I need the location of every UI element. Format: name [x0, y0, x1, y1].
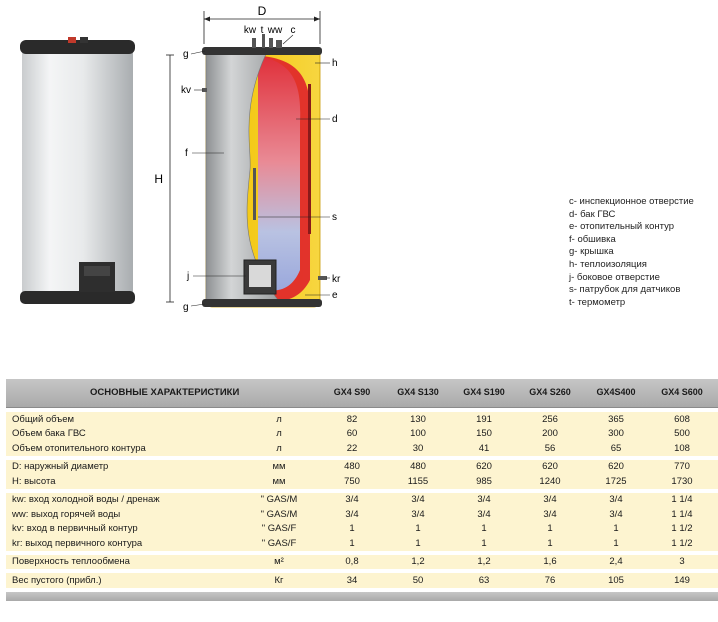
row-value: 3/4: [477, 508, 491, 520]
row-value: 63: [478, 574, 490, 586]
row-value: 3/4: [345, 508, 359, 520]
row-value: 22: [346, 442, 358, 454]
row-value: 1155: [407, 475, 429, 487]
table-row: [6, 412, 718, 427]
row-value: 41: [478, 442, 490, 454]
spec-table-title: ОСНОВНЫЕ ХАРАКТЕРИСТИКИ: [90, 387, 240, 398]
row-value: 65: [610, 442, 622, 454]
row-value: 3/4: [609, 494, 623, 505]
row-value: 1725: [605, 475, 627, 487]
row-value: 30: [412, 442, 424, 454]
row-unit: Кг: [274, 574, 284, 586]
table-row: [6, 522, 718, 537]
legend-item: s- патрубок для датчиков: [569, 284, 681, 296]
label-g-bottom: g: [183, 302, 189, 313]
spec-table: [6, 379, 718, 601]
row-value: 191: [476, 413, 492, 425]
row-value: 1: [613, 523, 619, 534]
label-d: d: [332, 114, 338, 125]
row-value: 1: [547, 537, 553, 549]
row-value: 3: [679, 556, 685, 567]
label-s: s: [332, 212, 337, 223]
row-value: 750: [344, 475, 360, 487]
row-value: 1 1/2: [671, 537, 693, 549]
model-header: GX4 S90: [333, 387, 371, 397]
row-value: 108: [674, 442, 690, 454]
legend-item: g- крышка: [569, 246, 614, 258]
legend-item: c- инспекционное отверстие: [569, 196, 694, 207]
row-value: 3/4: [411, 508, 425, 520]
row-value: 3/4: [477, 494, 491, 505]
row-value: 770: [674, 461, 690, 472]
row-label: D: наружный диаметр: [12, 461, 109, 472]
row-value: 105: [608, 574, 624, 586]
row-unit: л: [276, 413, 282, 425]
row-value: 149: [674, 574, 690, 586]
table-row: [6, 555, 718, 570]
spec-group: [6, 460, 718, 489]
row-value: 1,6: [543, 556, 557, 567]
row-value: 1 1/2: [671, 523, 693, 534]
cutaway-diagram: [154, 4, 341, 313]
model-header: GX4 S130: [397, 387, 439, 397]
row-value: 34: [346, 574, 358, 586]
row-unit: " GAS/M: [260, 508, 298, 520]
row-value: 1: [415, 537, 421, 549]
dim-h-label: H: [154, 172, 163, 186]
model-header: GX4 S190: [463, 387, 505, 397]
table-row: [6, 573, 718, 588]
row-unit: " GAS/M: [260, 494, 298, 505]
row-value: 1: [481, 523, 487, 534]
label-ww: ww: [267, 25, 283, 36]
diagram-legend: [569, 196, 694, 309]
row-value: 480: [344, 461, 360, 472]
row-value: 1: [349, 537, 355, 549]
row-unit: " GAS/F: [261, 523, 297, 534]
label-f: f: [185, 148, 188, 159]
row-value: 3/4: [609, 508, 623, 520]
row-value: 1 1/4: [671, 494, 693, 505]
model-header: GX4 S600: [661, 387, 703, 397]
row-value: 1 1/4: [671, 508, 693, 520]
table-row: [6, 427, 718, 442]
row-label: H: высота: [12, 475, 56, 487]
row-unit: " GAS/F: [261, 537, 297, 549]
row-value: 50: [412, 574, 424, 586]
row-unit: л: [276, 428, 282, 439]
row-value: 500: [674, 428, 690, 439]
spec-group: [6, 412, 718, 456]
label-kv: kv: [181, 85, 191, 96]
row-value: 3/4: [543, 494, 557, 505]
row-value: 1730: [671, 475, 693, 487]
row-value: 480: [410, 461, 426, 472]
row-value: 130: [410, 413, 426, 425]
label-h: h: [332, 58, 338, 69]
table-row: [6, 441, 718, 456]
row-value: 1: [415, 523, 421, 534]
spec-table-header: [6, 379, 718, 408]
row-value: 0,8: [345, 556, 359, 567]
row-unit: мм: [272, 475, 286, 487]
legend-item: d- бак ГВС: [569, 208, 616, 220]
row-value: 620: [476, 461, 492, 472]
label-j: j: [187, 271, 190, 282]
table-row: [6, 493, 718, 508]
row-label: Поверхность теплообмена: [12, 556, 130, 567]
label-kw: kw: [243, 25, 257, 36]
spec-group: [6, 573, 718, 588]
table-row: [6, 507, 718, 522]
row-value: 1: [349, 523, 355, 534]
row-unit: л: [276, 442, 282, 454]
row-label: kv: вход в первичный контур: [12, 523, 138, 534]
row-value: 620: [608, 461, 624, 472]
model-header: GX4 S260: [529, 387, 571, 397]
label-c: c: [290, 25, 296, 36]
row-value: 608: [674, 413, 690, 425]
row-value: 200: [542, 428, 558, 439]
row-label: Объем отопительного контура: [12, 442, 146, 454]
legend-item: e- отопительный контур: [569, 221, 675, 233]
row-label: Вес пустого (прибл.): [12, 574, 102, 586]
boiler-photo: [20, 37, 135, 304]
row-value: 365: [608, 413, 624, 425]
spec-table-body: [6, 412, 718, 588]
row-value: 620: [542, 461, 558, 472]
table-row: [6, 474, 718, 489]
row-label: Объем бака ГВС: [12, 428, 86, 439]
spec-group: [6, 493, 718, 551]
row-unit: мм: [272, 461, 286, 472]
label-kr: kr: [332, 274, 341, 285]
row-label: Общий объем: [12, 413, 75, 425]
row-value: 56: [544, 442, 556, 454]
row-value: 82: [346, 413, 358, 425]
row-value: 1: [547, 523, 553, 534]
label-g-top: g: [183, 49, 189, 60]
row-value: 2,4: [609, 556, 623, 567]
row-label: kw: вход холодной воды / дренаж: [12, 494, 160, 505]
row-value: 1: [481, 537, 487, 549]
row-value: 3/4: [543, 508, 557, 520]
product-illustration: [0, 0, 560, 345]
spec-table-footer-bar: [6, 592, 718, 601]
row-value: 1,2: [477, 556, 491, 567]
row-label: kr: выход первичного контура: [12, 537, 143, 549]
dim-d-label: D: [257, 4, 267, 18]
row-value: 3/4: [411, 494, 425, 505]
row-value: 3/4: [345, 494, 359, 505]
legend-item: h- теплоизоляция: [569, 258, 647, 270]
row-value: 300: [608, 428, 624, 439]
row-value: 985: [476, 475, 492, 487]
row-unit: м²: [274, 556, 284, 567]
row-value: 100: [410, 428, 426, 439]
row-value: 1240: [539, 475, 561, 487]
table-row: [6, 460, 718, 475]
model-header: GX4S400: [596, 387, 636, 397]
label-e: e: [332, 290, 338, 301]
row-value: 60: [346, 428, 358, 439]
row-value: 76: [544, 574, 556, 586]
row-value: 150: [476, 428, 492, 439]
label-t: t: [260, 25, 264, 36]
row-value: 1: [613, 537, 619, 549]
spec-group: [6, 555, 718, 570]
row-value: 256: [542, 413, 558, 425]
legend-item: t- термометр: [569, 296, 626, 308]
row-value: 1,2: [411, 556, 425, 567]
legend-item: j- боковое отверстие: [569, 271, 660, 283]
table-row: [6, 536, 718, 551]
row-label: ww: выход горячей воды: [12, 508, 121, 520]
legend-item: f- обшивка: [569, 233, 616, 245]
